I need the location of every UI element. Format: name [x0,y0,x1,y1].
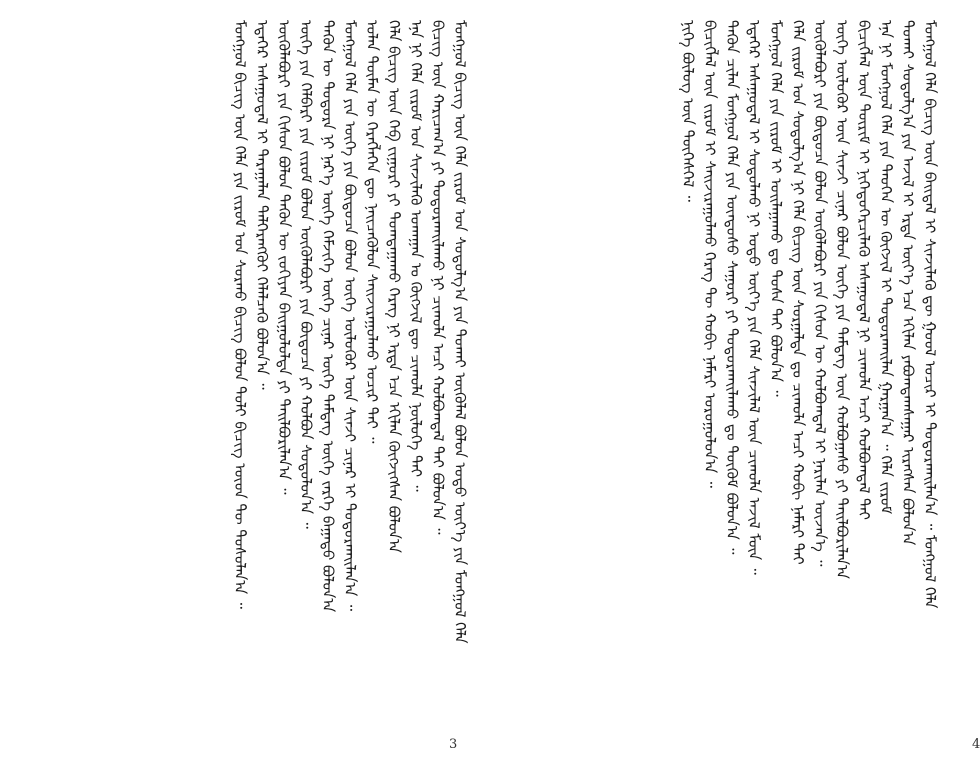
right-column-5: ᠦᠭᠡ ᠦᠯᠦᠭᠦᠷ ᠦᠨ ᠰᠢᠨᠵᠢ ᠴᠢᠨᠠᠷ ᠪᠣᠯᠤᠨ ᠦᠭᠡ ᠶᠢᠨ ᠲᠡᠮᠳᠡᠭ ᠦᠨ ᠬᠣᠯᠪᠣᠭᠠᠰᠤ ᠶᠢ ᠲᠠᠢᠯᠪᠤᠷᠢᠯᠠᠨ᠎ᠠ [833,20,851,579]
right-column-3: ᠡᠨᠡ ᠨᠢ ᠮᠣᠩᠭᠣᠯ ᠬᠡᠯᠡ ᠶᠢᠨ ᠲᠡᠦᠬᠡᠨ ᠦ ᠬᠥᠭᠵᠢᠯ ᠢ ᠲᠣᠳᠣᠷᠬᠠᠢᠯᠠᠨ ᠭᠠᠷᠭᠠᠨ᠎ᠠ ᠃ ᠬᠡᠯᠡ ᠵᠢᠷᠤᠮ [877,20,895,515]
right-column-2: ᠲᠤᠬᠠᠢ ᠰᠤᠳᠤᠯᠭ᠎ᠠ ᠶᠢᠨ ᠠᠵᠢᠯ ᠢ ᠡᠷᠲᠡ ᠦᠶ᠎ᠡ ᠡᠴᠡ ᠡᠬᠢᠯᠡᠨ ᠶᠠᠪᠤᠭᠳᠠᠭᠰᠠᠭᠠᠷ ᠢᠷᠡᠭᠰᠡᠨ ᠪᠣᠯᠤᠨ᠎ᠠ [899,20,917,546]
right-column-12: ᠨᠢᠭᠡ ᠪᠦᠯᠦᠭ ᠦᠨ ᠲᠥᠭᠡᠰᠬᠡᠯ ᠃ [679,20,697,202]
left-page-number: 3 [449,737,458,752]
left-column-11: ᠮᠣᠩᠭᠣᠯ ᠪᠢᠴᠢᠭ᠌ ᠦᠨ ᠬᠡᠯᠡ ᠶᠢᠨ ᠵᠢᠷᠤᠮ ᠤᠨ ᠰᠤᠷᠬᠤ ᠪᠢᠴᠢᠭ ᠪᠣᠯᠤᠨ ᠲᠣᠯᠢ ᠪᠢᠴᠢᠭ ᠦᠳ ᠲᠦ ᠲᠤᠰᠤᠯᠠᠨ᠎ᠠ ᠃ [231,20,249,609]
left-column-10: ᠡᠳᠡᠭᠡᠷ ᠠᠰᠠᠭᠤᠳᠠᠯ ᠢ ᠳᠠᠷᠠᠭᠠᠯᠠᠨ ᠳᠡᠯᠭᠡᠷᠡᠩᠭᠦᠢ ᠬᠡᠯᠡᠯᠴᠡᠬᠦ ᠪᠣᠯᠤᠨ᠎ᠠ ᠃ [253,20,271,390]
left-column-5: ᠣᠯᠠᠨ ᠲᠥᠮᠡᠨ ᠦ ᠬᠡᠷᠡᠭᠯᠡᠭᠡᠨ ᠳᠦ ᠨᠡᠢᠴᠡᠭᠦᠯᠦᠨ ᠰᠠᠢᠵᠢᠷᠠᠭᠤᠯᠬᠤ ᠤᠴᠢᠷ ᠲᠠᠢ ᠃ [363,20,381,444]
left-column-1: ᠮᠣᠩᠭᠣᠯ ᠪᠢᠴᠢᠭ᠌ ᠦᠨ ᠬᠡᠯᠡ ᠵᠢᠷᠤᠮ ᠤᠨ ᠰᠤᠳᠤᠯᠭ᠎ᠠ ᠶᠢᠨ ᠲᠤᠬᠠᠢ ᠦᠭᠦᠯᠡᠯ ᠪᠣᠯᠤᠨ ᠣᠳᠣ ᠦᠶ᠎ᠡ ᠶᠢᠨ ᠮᠣᠩᠭᠣᠯ ᠬᠡᠯᠡ [451,20,469,644]
right-column-1: ᠮᠣᠩᠭᠣᠯ ᠬᠡᠯᠡ ᠪᠢᠴᠢᠭ ᠦᠨ ᠪᠠᠢᠳᠠᠯ ᠢ ᠰᠢᠨᠵᠢᠯᠡᠬᠦ ᠳᠦ ᠭᠣᠣᠯ ᠤᠴᠢᠷ ᠢ ᠲᠣᠳᠣᠷᠬᠠᠢᠯᠠᠨ᠎ᠠ ᠃ ᠮᠣᠩᠭᠣᠯ ᠬᠡᠯᠡ [921,20,939,609]
right-column-8: ᠮᠣᠩᠭᠣᠯ ᠬᠡᠯᠡ ᠶᠢᠨ ᠵᠢᠷᠤᠮ ᠢ ᠣᠢᠯᠠᠭᠠᠬᠤ ᠳᠤ ᠲᠤᠰᠠ ᠲᠠᠢ ᠪᠣᠯᠤᠨ᠎ᠠ ᠃ [767,20,785,397]
right-column-11: ᠪᠢᠴᠢᠭᠯᠡᠯ ᠦᠨ ᠵᠢᠷᠤᠮ ᠢ ᠰᠠᠢᠵᠢᠷᠠᠭᠤᠯᠬᠤ ᠬᠡᠷᠡᠭ ᠲᠦ ᠬᠣᠪᠢ ᠨᠡᠮᠡᠷᠢ ᠣᠷᠣᠭᠤᠯᠤᠨ᠎ᠠ ᠃ [701,20,719,488]
left-column-8: ᠦᠭᠡ ᠶᠢᠨ ᠬᠡᠯᠪᠡᠷᠢ ᠶᠢᠨ ᠵᠢᠷᠤᠮ ᠪᠣᠯᠤᠨ ᠥᠭᠦᠯᠡᠪᠦᠷᠢ ᠶᠢᠨ ᠪᠦᠲᠦᠴᠡ ᠶᠢ ᠬᠣᠯᠪᠣᠨ ᠰᠤᠳᠤᠯᠤᠨ᠎ᠠ ᠃ [297,20,315,529]
left-column-7: ᠲᠡᠭᠦᠨ ᠦ ᠳᠣᠲᠣᠷᠠ ᠨᠢ ᠨᠡᠷ᠎ᠡ ᠦᠭᠡ ᠬᠡᠮᠵᠢᠭᠡ ᠦᠭᠡ ᠴᠢᠨᠠᠷ ᠦᠭᠡ ᠲᠡᠮᠳᠡᠭ ᠦᠭᠡ ᠵᠡᠷᠭᠡ ᠪᠠᠭᠠᠲᠤ ᠪᠣᠯᠤᠨ᠎ᠠ [319,20,337,613]
right-column-7: ᠬᠡᠯᠡ ᠵᠢᠷᠤᠮ ᠤᠨ ᠰᠤᠳᠤᠯᠭ᠎ᠠ ᠨᠢ ᠬᠡᠯᠡ ᠪᠢᠴᠢᠭ ᠦᠨ ᠰᠤᠷᠭᠠᠯᠲᠠ ᠳᠤ ᠴᠢᠬᠤᠯᠠ ᠠᠴᠢ ᠬᠤᠪᠢ ᠨᠡᠮᠡᠷᠢ ᠲᠠᠢ [789,20,807,565]
right-column-6: ᠦᠭᠦᠯᠡᠪᠦᠷᠢ ᠶᠢᠨ ᠪᠦᠲᠦᠴᠡ ᠪᠣᠯᠤᠨ ᠦᠭᠦᠯᠡᠪᠦᠷᠢ ᠶᠢᠨ ᠭᠢᠰᠦᠨ ᠦ ᠬᠣᠯᠪᠣᠭᠳᠠᠯ ᠢ ᠨᠠᠷᠢᠯᠠᠨ ᠦᠵᠡᠨ᠎ᠡ ᠃ [811,20,829,567]
left-column-3: ᠡᠨᠡ ᠨᠢ ᠬᠡᠯᠡ ᠵᠢᠷᠤᠮ ᠤᠨ ᠰᠢᠨᠵᠢᠯᠡᠬᠦ ᠤᠬᠠᠭᠠᠨ ᠤ ᠬᠦᠭᠵᠢᠯ ᠳᠦ ᠴᠢᠬᠤᠯᠠ ᠨᠥᠯᠦᠭᠡ ᠲᠠᠢ ᠃ [407,20,425,492]
right-column-9: ᠡᠳᠡᠭᠡᠷ ᠠᠰᠠᠭᠤᠳᠠᠯ ᠢ ᠰᠤᠳᠤᠯᠬᠤ ᠨᠢ ᠣᠳᠣ ᠦᠶ᠎ᠡ ᠶᠢᠨ ᠬᠡᠯᠡ ᠰᠢᠨᠵᠢᠯᠡᠯ ᠦᠨ ᠴᠢᠬᠤᠯᠠ ᠠᠵᠢᠯ ᠮᠥᠨ ᠃ [745,20,763,575]
left-column-4: ᠬᠡᠯᠡ ᠪᠢᠴᠢᠭ᠌ ᠦᠨ ᠬᠡᠪ ᠵᠢᠭᠤᠷᠢ ᠶᠢ ᠲᠣᠭᠲᠠᠭᠠᠬᠤ ᠬᠡᠷᠡᠭ ᠨᠢ ᠡᠷᠲᠡ ᠡᠴᠡ ᠡᠬᠢᠯᠡᠨ ᠬᠥᠭᠵᠢᠭᠰᠡᠨ ᠪᠣᠯᠤᠨ᠎ᠠ [385,20,403,553]
left-column-2: ᠪᠢᠴᠢᠭ᠌ ᠦᠨ ᠬᠠᠷᠢᠴᠠᠭ᠎ᠠ ᠶᠢ ᠲᠣᠳᠣᠷᠬᠠᠢᠯᠠᠬᠤ ᠨᠢ ᠴᠢᠬᠤᠯᠠ ᠠᠴᠢ ᠬᠣᠯᠪᠣᠭᠳᠠᠯ ᠲᠠᠢ ᠪᠣᠯᠤᠨ᠎ᠠ ᠃ [429,20,447,535]
right-page [478,0,980,752]
right-column-4: ᠪᠢᠴᠢᠭᠯᠡᠯ ᠦᠨ ᠳᠦᠷᠢᠮ ᠢ ᠨᠢᠭᠡᠳᠦᠭᠡᠷᠴᠢᠯᠡᠬᠦ ᠠᠰᠠᠭᠤᠳᠠᠯ ᠨᠢ ᠴᠢᠬᠤᠯᠠ ᠠᠴᠢ ᠬᠣᠯᠪᠣᠭᠳᠠᠯ ᠲᠠᠢ [855,20,873,520]
right-column-10: ᠲᠡᠭᠦᠨ ᠴᠢᠯᠡᠨ ᠮᠣᠩᠭᠣᠯ ᠬᠡᠯᠡ ᠶᠢᠨ ᠦᠨᠳᠦᠰᠦ ᠰᠠᠭᠤᠷᠢ ᠶᠢ ᠲᠣᠳᠣᠷᠬᠠᠢᠯᠠᠬᠤ ᠳᠤ ᠳᠦᠬᠦᠮ ᠪᠣᠯᠤᠨ᠎ᠠ ᠃ [723,20,741,555]
left-column-6: ᠮᠣᠩᠭᠣᠯ ᠬᠡᠯᠡ ᠶᠢᠨ ᠦᠭᠡ ᠶᠢᠨ ᠪᠦᠲᠦᠴᠡ ᠪᠣᠯᠤᠨ ᠦᠭᠡ ᠦᠯᠦᠭᠦᠷ ᠦᠨ ᠰᠢᠨᠵᠢ ᠴᠢᠨᠠᠷ ᠢ ᠲᠣᠳᠣᠷᠬᠠᠢᠯᠠᠨ᠎ᠠ ᠃ [341,20,359,611]
right-page-number: 4 [972,737,980,752]
left-page [0,0,475,752]
left-column-9: ᠦᠭᠦᠯᠡᠪᠦᠷᠢ ᠶᠢᠨ ᠭᠢᠰᠦᠨ ᠪᠣᠯᠤᠨ ᠲᠡᠭᠦᠨ ᠦ ᠵᠣᠬᠢᠶᠠᠨ ᠪᠠᠢᠭᠤᠯᠤᠯᠲᠠ ᠶᠢ ᠲᠠᠢᠯᠪᠤᠷᠢᠯᠠᠨ᠎ᠠ ᠃ [275,20,293,495]
